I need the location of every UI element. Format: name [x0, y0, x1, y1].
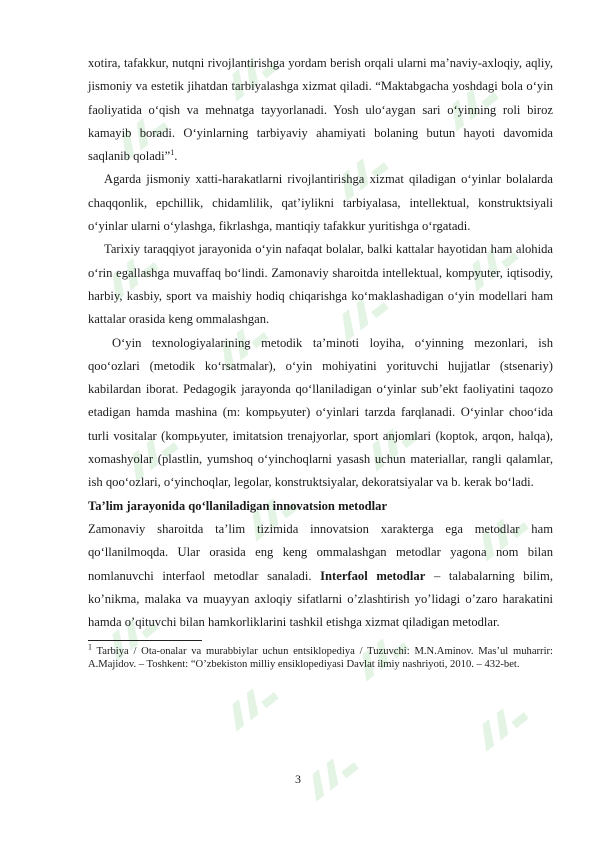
paragraph-4: O‘yin texnologiyalarining metodik ta’minoti loyiha, o‘yinning mezonlari, ish qoo‘ozlari (metodik ko‘rsatmalar), o‘yin mohiyatini yorituvchi hujjatlar (stsenariy) kabilardan iborat. Pedagogik jarayonda qo‘llaniladigan o‘yinlar sub’ekt faoliyatini taqozo etadigan hamda mashina (m: kompьyuter) o‘yinlari tarzda farqlanadi. O‘yinlar choo‘ida turli vositalar (kompьyuter, imitatsion trenajyorlar, sport anjomlari (koptok, arqon, halqa), xomashyolar (plastlin, yumshoq o‘yinchoqlarni yasash uchun materiallar, rangli qalamlar, ish qoo‘ozlari, o‘yinchoqlar, legolar, konstruktsiyalar, dekoratsiyalar va b. kerak bo‘ladi.: [88, 335, 553, 490]
bold-term: Interfaol metodlar: [320, 568, 426, 583]
paragraph-5: Zamonaviy sharoitda ta’lim tizimida innovatsion xarakterga ega metodlar ham qo‘llanilmoqda. Ular orasida eng keng ommalashgan metodlar yagona nom bilan nomlanuvchi interfaol metodlar sanaladi. Interfaol metodlar – talabalarning bilim, ko’nikma, malaka va muayyan axloqiy sifatlarni o’zlashtirish yo’lidagi o’zaro harakatini hamda o’qituvchi bilan hamkorliklarini tashkil etishga xizmat qiladigan metodlar.: [88, 521, 553, 630]
page-number: 3: [295, 772, 301, 786]
document-page: [88, 52, 553, 671]
paragraph-1: xotira, tafakkur, nutqni rivojlantirishga yordam berish orqali ularni ma’naviy-axloqiy, aqliy, jismoniy va estetik jihatdan tarbiyalashga xizmat qiladi. “Maktabgacha yoshdagi bola o‘yin faoliyatida o‘qish va mehnatga tayyorlanadi. Yosh ulo‘aygan sari o‘yinning roli biroz kamayib boradi. O‘yinlarning tarbiyaviy ahamiyati bolaning butun hayoti davomida saqlanib qoladi”$^1$.: [88, 56, 553, 164]
watermark-logo-icon: [466, 695, 534, 759]
section-heading: Ta’lim jarayonida qo‘llaniladigan innovatsion metodlar: [88, 498, 388, 513]
footnote-divider: [88, 640, 202, 641]
paragraph-3: Tarixiy taraqqiyot jarayonida o‘yin nafaqat bolalar, balki kattalar hayotidan ham alohida o‘rin egallashga muvaffaq bo‘lindi. Zamonaviy sharoitda intellektual, kompyuter, iqtisodiy, harbiy, kasbiy, sport va maishiy hodiq chiqarishga ko‘maklashadigan o‘yin modellari ham kattalar orasida keng ommalashgan.: [88, 242, 553, 327]
watermark-logo-icon: [216, 675, 284, 739]
paragraph-2: Agarda jismoniy xatti-harakatlarni rivojlantirishga xizmat qiladigan o‘yinlar bolalarda chaqqonlik, epchillik, chidamlilik, qat’iylikni tarbiyalasa, intellektual, konstruktsiyali o‘yinlar ularni o‘ylashga, fikrlashga, mantiqiy tafakkur yuritishga o‘rgatadi.: [88, 172, 553, 234]
footnote-mark: 1: [88, 642, 92, 652]
footnote-reference: 1: [170, 148, 175, 157]
footnote: $^1$ Tarbiya / Ota-onalar va murabbiylar uchun entsiklopediya / Tuzuvchi: M.N.Aminov. Mas’ul muharrir: A.Majidov. – Toshkent: “O’zbekiston milliy ensiklopediyasi Davlat ilmiy nashriyoti, 2010. – 432-bet.: [88, 642, 553, 671]
